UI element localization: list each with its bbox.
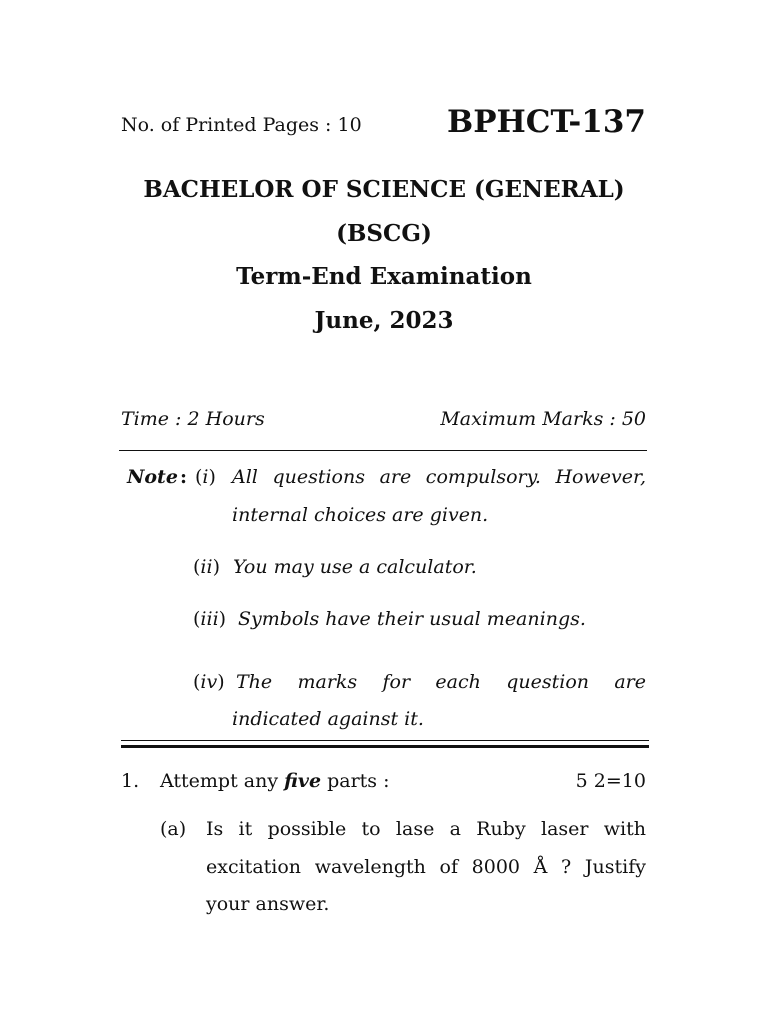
note-item-iv-line1: The marks for each question are (236, 671, 646, 693)
note-numeral-iv: (iv) (193, 671, 225, 693)
part-a-line1: Is it possible to lase a Ruby laser with (206, 818, 646, 840)
exam-name: Term-End Examination (236, 263, 532, 290)
programme-title: BACHELOR OF SCIENCE (GENERAL) (143, 176, 625, 203)
note-item-iv-line2: indicated against it. (232, 708, 424, 730)
exam-duration: Time : 2 Hours (121, 408, 265, 430)
note-item-ii-line1: You may use a calculator. (233, 556, 477, 578)
note-colon: : (180, 466, 188, 488)
note-label: Note (127, 466, 178, 488)
exam-session: June, 2023 (314, 307, 454, 334)
section-divider-thin (121, 740, 649, 741)
question-instruction: Attempt any five parts : (160, 770, 390, 792)
note-numeral-iii: (iii) (193, 608, 227, 630)
note-item-iii-line1: Symbols have their usual meanings. (238, 608, 586, 630)
part-label-a: (a) (160, 818, 187, 840)
maximum-marks: Maximum Marks : 50 (440, 408, 646, 430)
course-code: BPHCT-137 (447, 104, 646, 140)
part-a-line2: excitation wavelength of 8000 Å ? Justify (206, 856, 646, 878)
programme-abbreviation: (BSCG) (336, 220, 432, 247)
section-divider-thick (121, 745, 649, 748)
part-a-line3: your answer. (206, 893, 330, 915)
note-item-i-line1: All questions are compulsory. However, (232, 466, 646, 488)
note-item-i-line2: internal choices are given. (232, 504, 489, 526)
header-divider (119, 450, 647, 451)
question-marks: 5 2=10 (575, 770, 646, 792)
note-numeral-ii: (ii) (193, 556, 220, 578)
question-number: 1. (121, 770, 140, 792)
printed-pages-count: No. of Printed Pages : 10 (121, 114, 362, 136)
note-numeral-i: (i) (195, 466, 216, 488)
